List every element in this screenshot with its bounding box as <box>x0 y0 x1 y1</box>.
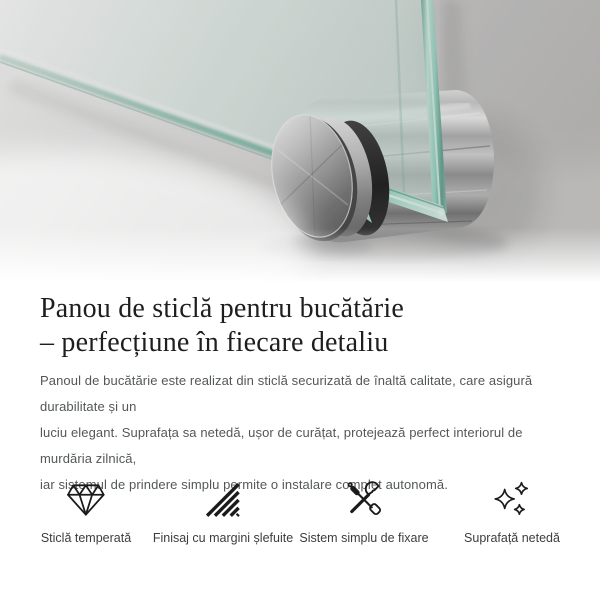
title-line-2: – perfecțiune în fiecare detaliu <box>40 327 389 358</box>
page-title <box>40 292 580 360</box>
product-description <box>40 368 572 498</box>
title-line-1: Panou de sticlă pentru bucătărie <box>40 293 405 324</box>
description-line: Panoul de bucătărie este realizat din sticlă securizată de înaltă calitate, care asigură durabilitate și un <box>40 373 533 414</box>
feature-label: Sticlă temperată <box>40 531 132 545</box>
description-line: iar sistemul de prindere simplu permite o instalare complet autonomă. <box>40 477 448 492</box>
feature-label: Finisaj cu margini șlefuite <box>152 531 294 545</box>
feature-label: Sistem simplu de fixare <box>299 531 429 545</box>
product-photo <box>0 0 600 292</box>
description-line: luciu elegant. Suprafața sa netedă, ușor de curățat, protejează perfect interiorul de murdăria zilnică, <box>40 425 523 466</box>
photo-bottom-fade <box>0 228 600 292</box>
feature-label: Suprafață netedă <box>464 531 560 545</box>
